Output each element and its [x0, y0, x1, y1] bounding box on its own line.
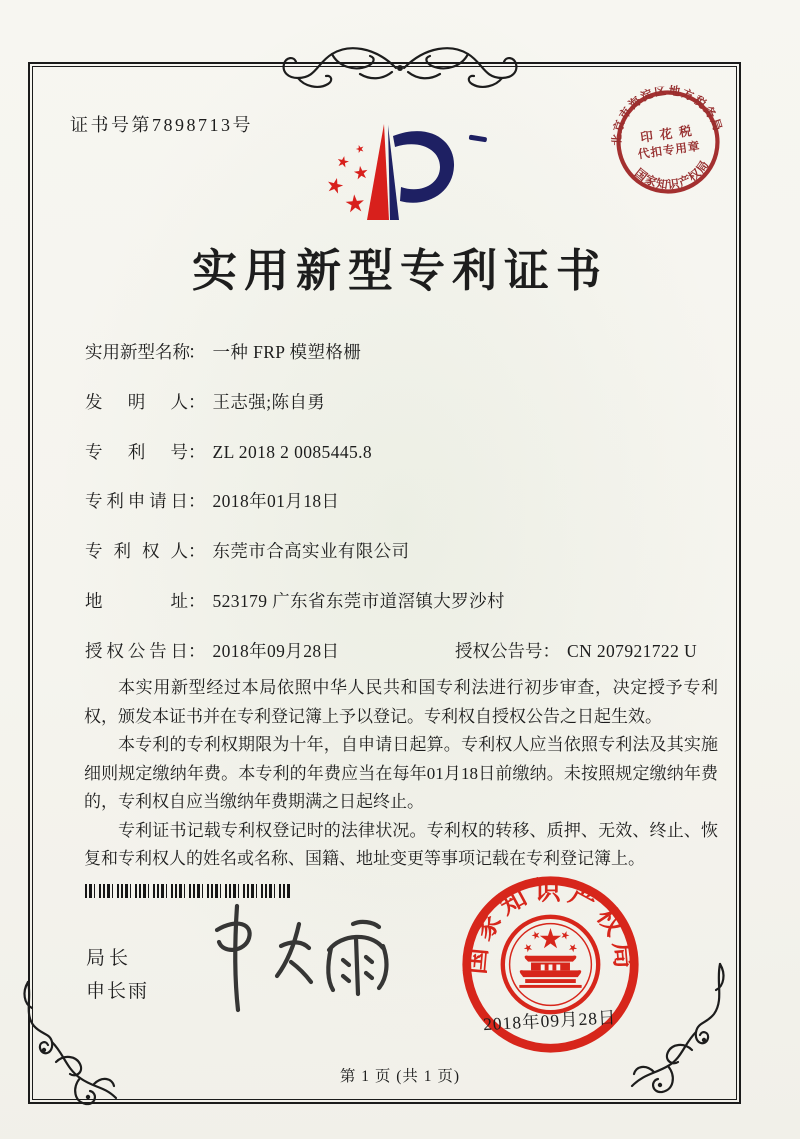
field-label: 授权公告日: [85, 640, 188, 661]
field-value: ZL 2018 2 0085445.8: [212, 441, 373, 462]
field-label: 发明人: [85, 391, 188, 412]
field-label: 实用新型名称: [85, 342, 190, 362]
top-scroll-ornament-icon: [270, 40, 530, 96]
handwritten-signature-icon: [203, 902, 398, 1014]
field-colon: ：: [188, 391, 206, 412]
tax-stamp-center-line1: 印 花 税: [639, 123, 695, 145]
field-colon: ：: [188, 491, 206, 512]
field-row: [85, 339, 730, 360]
legal-paragraph: 专利证书记载专利权登记时的法律状况。专利权的转移、质押、无效、终止、恢复和专利权人的姓名或名称、国籍、地址变更等事项记载在专利登记簿上。: [84, 820, 718, 868]
field-label: 专利权人: [85, 541, 188, 562]
field-label: 专利号: [85, 441, 188, 462]
commissioner-title: 局长: [86, 948, 133, 969]
field-value: 一种 FRP 模塑格栅: [212, 342, 362, 362]
seal-org-text: 国家知识产权局: [461, 876, 640, 976]
legal-paragraph: 本实用新型经过本局依照中华人民共和国专利法进行初步审查，决定授予专利权，颁发本证书并在专利登记簿上予以登记。专利权自授权公告之日起生效。: [84, 678, 718, 726]
field-colon: ：: [188, 640, 206, 661]
field-value: CN 207921722 U: [567, 640, 698, 661]
svg-text:国家知识产权局: [631, 156, 715, 197]
field-value: 523179 广东省东莞市道滘镇大罗沙村: [212, 590, 505, 611]
field-label: 授权公告号: [455, 640, 543, 661]
field-value: 东莞市合高实业有限公司: [212, 541, 410, 562]
commissioner-name: 申长雨: [86, 981, 150, 1002]
national-emblem-icon: [503, 917, 598, 1012]
field-row: [85, 439, 730, 460]
field-colon: ：: [188, 342, 206, 362]
page-title: 实用新型专利证书: [191, 246, 608, 296]
field-row: [85, 488, 730, 512]
field-label: 专利申请日: [85, 491, 188, 512]
tax-stamp-issuer-text: 北京市海淀区地方税务局: [610, 84, 725, 147]
certificate-number: 证书号第7898713号: [70, 115, 253, 135]
tax-stamp-org-text: 国家知识产权局: [632, 157, 712, 192]
field-colon: ：: [188, 541, 206, 562]
field-value: 王志强;陈自勇: [212, 391, 326, 412]
legal-paragraph: 本专利的专利权期限为十年，自申请日起算。专利权人应当依照专利法及其实施细则规定缴纳年费。本专利的年费应当在每年01月18日前缴纳。未按照规定缴纳年费的，专利权自应当缴纳年费期满之日起终止。: [84, 735, 718, 811]
barcode: [85, 884, 291, 898]
field-value: 2018年01月18日: [212, 491, 340, 512]
seal-date: 2018年09月28日: [482, 1007, 617, 1035]
field-row: [85, 588, 730, 609]
field-value: 2018年09月28日: [212, 640, 340, 661]
field-list: [85, 339, 730, 688]
patent-office-logo-icon: [303, 116, 518, 228]
field-colon: ：: [188, 590, 206, 611]
field-label: 地址: [85, 590, 188, 611]
tax-stamp-center-line2: 代扣专用章: [637, 139, 702, 162]
field-row: [85, 389, 730, 410]
tax-stamp-icon: [605, 79, 731, 205]
field-row-grant: [85, 638, 730, 659]
page-number: 第 1 页 (共 1 页): [339, 1068, 461, 1085]
field-colon: ：: [188, 441, 206, 462]
legal-text-block: [84, 674, 718, 874]
field-row: [85, 538, 730, 562]
field-colon: ：: [542, 640, 560, 661]
grant-number-field: [455, 638, 697, 663]
